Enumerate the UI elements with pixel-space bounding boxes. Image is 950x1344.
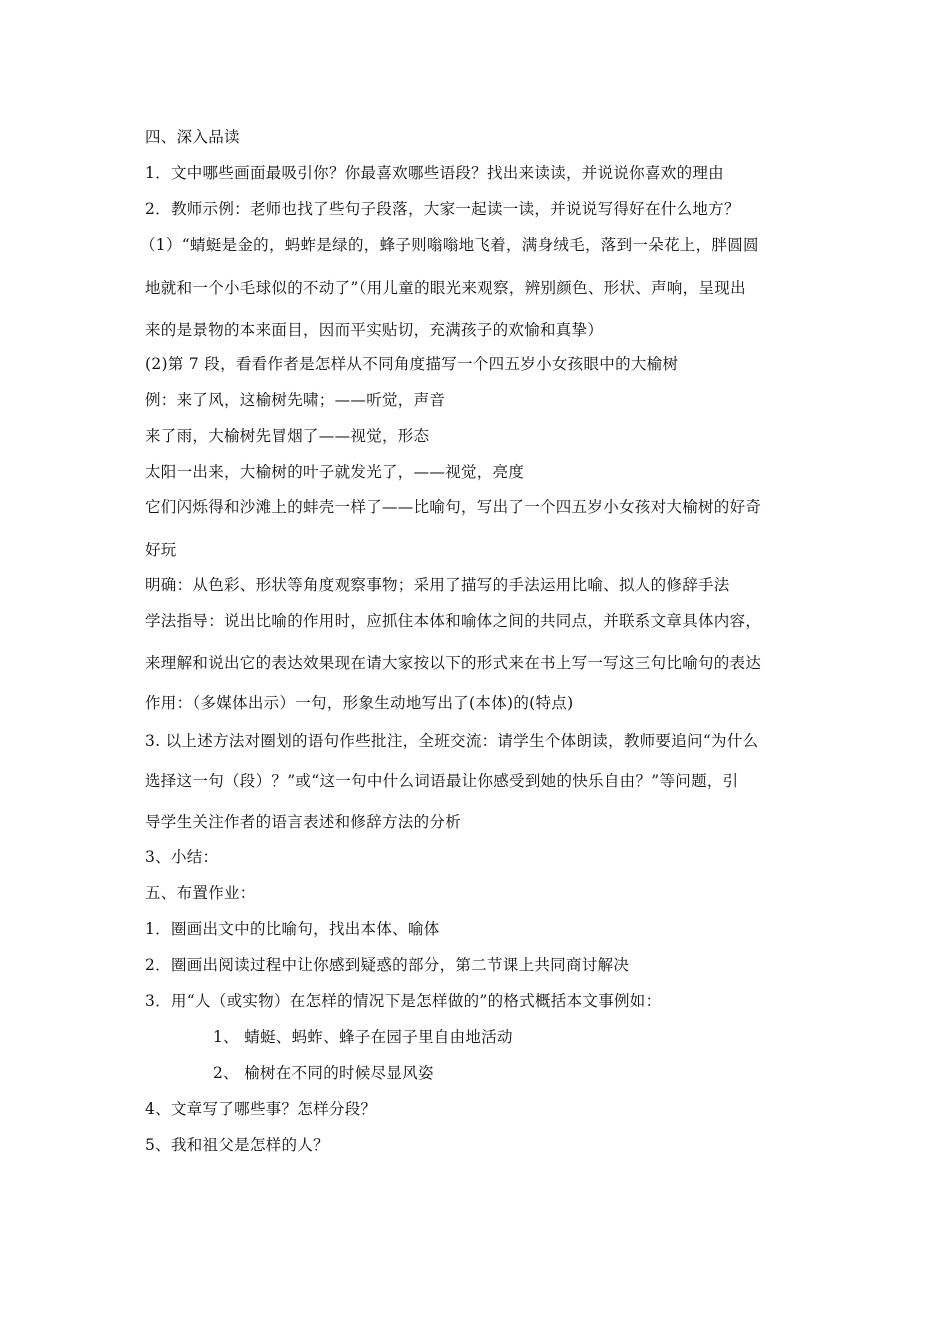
homework-5: 5、我和祖父是怎样的人？ xyxy=(145,1136,329,1154)
example-1-line-3: 来的是景物的本来面目，因而平实贴切，充满孩子的欢愉和真挚） xyxy=(145,321,604,339)
homework-4: 4、文章写了哪些事？怎样分段？ xyxy=(145,1100,377,1118)
example-2-intro: (2)第 7 段，看看作者是怎样从不同角度描写一个四五岁小女孩眼中的大榆树 xyxy=(145,355,679,373)
method-guide-line-1: 学法指导：说出比喻的作用时，应抓住本体和喻体之间的共同点，并联系文章具体内容， xyxy=(145,612,762,630)
homework-1: 1．圈画出文中的比喻句，找出本体、喻体 xyxy=(145,920,440,938)
example-1-line-2: 地就和一个小毛球似的不动了”（用儿童的眼光来观察，辨别颜色、形状、声响，呈现出 xyxy=(145,279,746,297)
example-2-rain: 来了雨，大榆树先冒烟了——视觉，形态 xyxy=(145,427,430,445)
question-3-line-1: 3. 以上述方法对圈划的语句作些批注，全班交流：请学生个体朗读，教师要追问“为什么 xyxy=(145,732,759,750)
homework-3-item-1: 1、 蜻蜓、蚂蚱、蜂子在园子里自由地活动 xyxy=(213,1028,513,1046)
example-1-line-1: （1）“蜻蜓是金的，蚂蚱是绿的，蜂子则嗡嗡地飞着，满身绒毛，落到一朵花上，胖圆圆 xyxy=(140,236,759,254)
method-guide-line-2: 来理解和说出它的表达效果现在请大家按以下的形式来在书上写一写这三句比喻句的表达 xyxy=(145,654,762,672)
example-2-shells-line-1: 它们闪烁得和沙滩上的蚌壳一样了——比喻句，写出了一个四五岁小女孩对大榆树的好奇 xyxy=(145,498,762,516)
homework-3-item-2: 2、 榆树在不同的时候尽显风姿 xyxy=(213,1064,434,1082)
section-heading-deep-reading: 四、深入品读 xyxy=(145,128,240,146)
clarification: 明确：从色彩、形状等角度观察事物；采用了描写的手法运用比喻、拟人的修辞手法 xyxy=(145,576,730,594)
method-guide-line-3: 作用：（多媒体出示）一句，形象生动地写出了(本体)的(特点) xyxy=(145,694,574,712)
summary-heading: 3、小结： xyxy=(145,848,219,866)
homework-2: 2．圈画出阅读过程中让你感到疑惑的部分，第二节课上共同商讨解决 xyxy=(145,956,630,974)
example-2-shells-line-2: 好玩 xyxy=(145,541,177,559)
example-2-wind: 例：来了风，这榆树先啸；——听觉，声音 xyxy=(145,391,446,409)
section-heading-homework: 五、布置作业： xyxy=(145,884,256,902)
question-2: 2．教师示例：老师也找了些句子段落，大家一起读一读，并说说写得好在什么地方？ xyxy=(145,200,740,218)
question-3-line-3: 导学生关注作者的语言表述和修辞方法的分析 xyxy=(145,813,462,831)
homework-3: 3．用“人（或实物）在怎样的情况下是怎样做的”的格式概括本文事例如： xyxy=(145,992,662,1010)
question-3-line-2: 选择这一句（段）？”或“这一句中什么词语最让你感受到她的快乐自由？”等问题，引 xyxy=(145,772,739,790)
question-1: 1．文中哪些画面最吸引你？你最喜欢哪些语段？找出来读读，并说说你喜欢的理由 xyxy=(145,164,724,182)
example-2-sun: 太阳一出来，大榆树的叶子就发光了，——视觉，亮度 xyxy=(145,463,525,481)
